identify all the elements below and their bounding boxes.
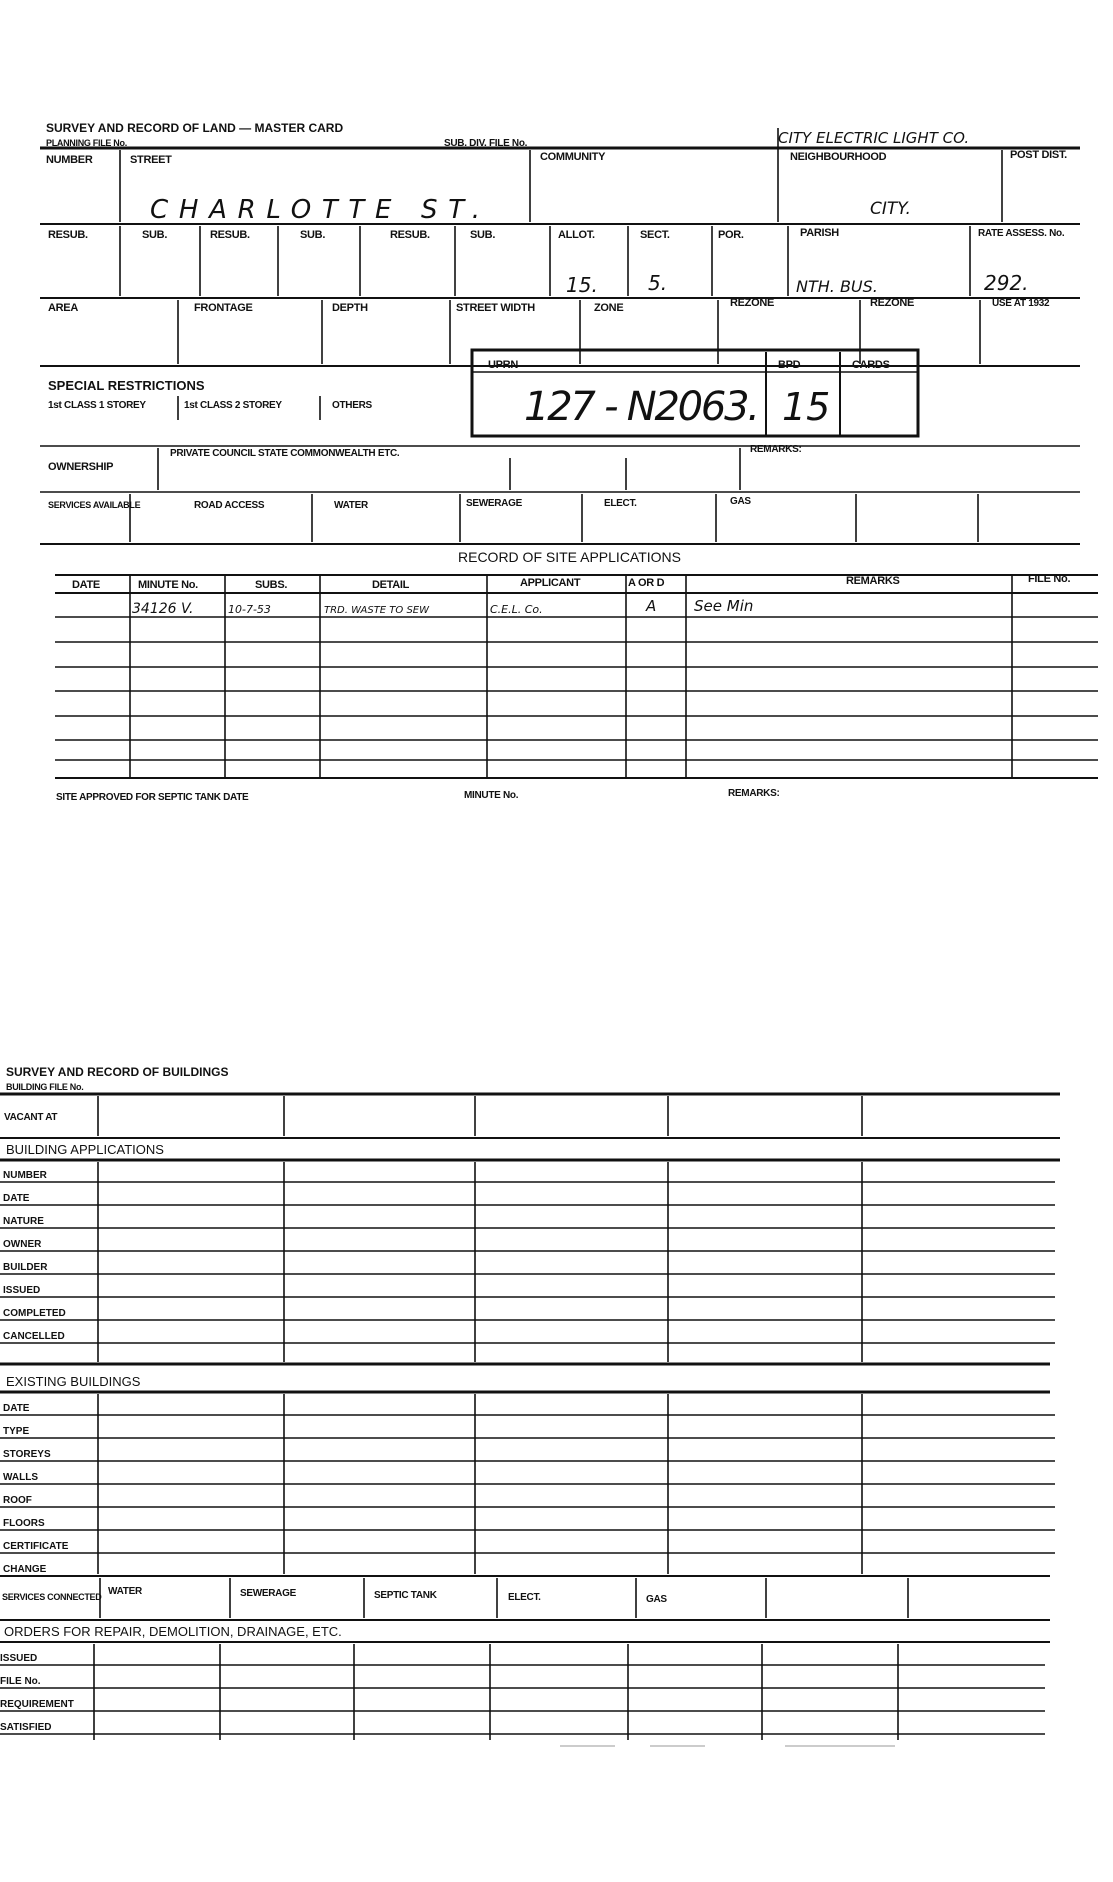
community-label: COMMUNITY	[540, 151, 606, 163]
existing-buildings-heading: EXISTING BUILDINGS	[6, 1374, 141, 1389]
bldg-sewerage-label: SEWERAGE	[240, 1588, 296, 1599]
exist-row-walls: WALLS	[3, 1472, 38, 1483]
water-label: WATER	[334, 500, 368, 511]
number-label: NUMBER	[46, 154, 93, 166]
header-handwriting: CITY ELECTRIC LIGHT CO.	[778, 129, 970, 147]
col-applicant: APPLICANT	[520, 577, 581, 589]
class1-label: 1st CLASS 1 STOREY	[48, 400, 146, 411]
street-label: STREET	[130, 154, 172, 166]
rezone-label-2: REZONE	[870, 297, 915, 309]
class2-label: 1st CLASS 2 STOREY	[184, 400, 282, 411]
ownership-types: PRIVATE COUNCIL STATE COMMONWEALTH ETC.	[170, 448, 400, 459]
row-subs: 10-7-53	[228, 603, 271, 616]
zone-label: ZONE	[594, 302, 624, 314]
road-access-label: ROAD ACCESS	[194, 500, 265, 511]
exist-row-storeys: STOREYS	[3, 1449, 51, 1460]
parish-handwriting: NTH. BUS.	[796, 277, 878, 296]
col-file-no: FILE No.	[1028, 573, 1071, 585]
row2-resub-2: RESUB.	[210, 229, 250, 241]
street-handwriting: CHARLOTTE ST.	[150, 195, 480, 225]
col-date: DATE	[72, 579, 100, 591]
elect-label: ELECT.	[604, 498, 637, 509]
sub-div-file-label: SUB. DIV. FILE No.	[444, 138, 528, 149]
vacant-at-label: VACANT AT	[4, 1112, 58, 1123]
exist-row-floors: FLOORS	[3, 1518, 45, 1529]
order-row-satisfied: SATISFIED	[0, 1722, 52, 1733]
app-row-issued: ISSUED	[3, 1285, 41, 1296]
row-a-or-d: A	[646, 597, 657, 615]
exist-row-change: CHANGE	[3, 1564, 47, 1575]
footer-remarks-label: REMARKS:	[728, 788, 780, 799]
land-title: SURVEY AND RECORD OF LAND — MASTER CARD	[46, 121, 344, 135]
cards-label: CARDS	[852, 359, 890, 371]
building-file-label: BUILDING FILE No.	[6, 1082, 84, 1092]
row2-sub-1: SUB.	[142, 229, 168, 241]
row-minute-no: 34126 V.	[132, 601, 194, 617]
app-row-builder: BUILDER	[3, 1262, 48, 1273]
row2-allot: ALLOT.	[558, 229, 595, 241]
others-label: OTHERS	[332, 400, 372, 411]
row-detail: TRD. WASTE TO SEW	[324, 605, 430, 616]
sect-handwriting: 5.	[648, 271, 668, 295]
bldg-elect-label: ELECT.	[508, 1592, 541, 1603]
col-minute-no: MINUTE No.	[138, 579, 198, 591]
allot-handwriting: 15.	[566, 273, 598, 297]
building-applications-heading: BUILDING APPLICATIONS	[6, 1142, 164, 1157]
sewerage-label: SEWERAGE	[466, 498, 522, 509]
services-available-label: SERVICES AVAILABLE	[48, 500, 141, 510]
row2-rate-assess: RATE ASSESS. No.	[978, 228, 1065, 239]
site-applications-title: RECORD OF SITE APPLICATIONS	[458, 549, 682, 565]
app-row-number: NUMBER	[3, 1170, 47, 1181]
row-remarks: See Min	[694, 597, 754, 615]
area-label: AREA	[48, 302, 78, 314]
bpd-label: BPD	[778, 359, 801, 371]
street-width-label: STREET WIDTH	[456, 302, 535, 314]
app-row-owner: OWNER	[3, 1239, 42, 1250]
app-row-date: DATE	[3, 1193, 30, 1204]
row2-resub-3: RESUB.	[390, 229, 430, 241]
bldg-septic-tank-label: SEPTIC TANK	[374, 1590, 437, 1601]
app-row-cancelled: CANCELLED	[3, 1331, 65, 1342]
depth-label: DEPTH	[332, 302, 368, 314]
order-row-issued: ISSUED	[0, 1653, 38, 1664]
rezone-label-1: REZONE	[730, 297, 775, 309]
col-subs: SUBS.	[255, 579, 288, 591]
uprn-handwriting: 127 - N2063.	[524, 384, 760, 430]
col-detail: DETAIL	[372, 579, 410, 591]
orders-heading: ORDERS FOR REPAIR, DEMOLITION, DRAINAGE, ETC.	[4, 1624, 342, 1639]
buildings-title: SURVEY AND RECORD OF BUILDINGS	[6, 1065, 229, 1079]
ownership-label: OWNERSHIP	[48, 461, 114, 473]
remarks-label: REMARKS:	[750, 444, 802, 455]
neighbourhood-label: NEIGHBOURHOOD	[790, 151, 887, 163]
row2-sub-2: SUB.	[300, 229, 326, 241]
frontage-label: FRONTAGE	[194, 302, 253, 314]
use-at-1932-label: USE AT 1932	[992, 298, 1050, 309]
gas-label: GAS	[730, 496, 751, 507]
row2-sub-3: SUB.	[470, 229, 496, 241]
col-a-or-d: A OR D	[628, 577, 665, 589]
planning-file-label: PLANNING FILE No.	[46, 138, 127, 148]
exist-row-certificate: CERTIFICATE	[3, 1541, 69, 1552]
bldg-water-label: WATER	[108, 1586, 142, 1597]
exist-row-date: DATE	[3, 1403, 30, 1414]
row2-resub-1: RESUB.	[48, 229, 88, 241]
row-applicant: C.E.L. Co.	[490, 603, 543, 616]
exist-row-roof: ROOF	[3, 1495, 32, 1506]
uprn-label: UPRN	[488, 359, 518, 371]
app-row-nature: NATURE	[3, 1216, 44, 1227]
app-row-completed: COMPLETED	[3, 1308, 66, 1319]
bldg-gas-label: GAS	[646, 1594, 667, 1605]
bpd-handwriting: 15	[782, 385, 831, 429]
row2-parish: PARISH	[800, 227, 839, 239]
post-dist-label: POST DIST.	[1010, 149, 1067, 161]
footer-minute-label: MINUTE No.	[464, 790, 519, 801]
row2-por: POR.	[718, 229, 744, 241]
special-restrictions: SPECIAL RESTRICTIONS	[48, 378, 205, 393]
septic-tank-label: SITE APPROVED FOR SEPTIC TANK DATE	[56, 792, 249, 803]
rate-handwriting: 292.	[984, 271, 1029, 295]
neighbourhood-handwriting: CITY.	[870, 199, 911, 219]
order-row-requirement: REQUIREMENT	[0, 1699, 74, 1710]
col-remarks: REMARKS	[846, 575, 900, 587]
order-row-file-no: FILE No.	[0, 1676, 41, 1687]
row2-sect: SECT.	[640, 229, 670, 241]
exist-row-type: TYPE	[3, 1426, 30, 1437]
services-connected-label: SERVICES CONNECTED	[2, 1592, 102, 1602]
